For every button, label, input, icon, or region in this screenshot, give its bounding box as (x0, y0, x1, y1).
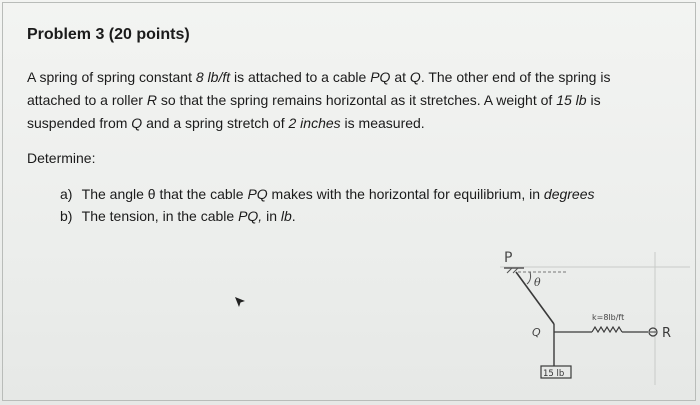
spring-constant: 8 lb/ft (195, 69, 231, 85)
statement-text: A spring of spring constant (27, 69, 196, 85)
question-list (60, 183, 595, 227)
label-r: R (662, 326, 672, 341)
question-item-a (60, 183, 595, 205)
determine-heading: Determine: (27, 150, 96, 166)
point-q: Q (131, 115, 143, 131)
theta-arc (527, 272, 531, 284)
weight-value: 15 lb (556, 92, 587, 108)
item-marker: a) (60, 186, 73, 202)
problem-statement (27, 66, 667, 135)
point-q: Q (409, 69, 421, 85)
question-item-b (60, 205, 595, 227)
item-emphasis: PQ, (238, 208, 263, 224)
item-marker: b) (60, 208, 73, 224)
item-emphasis: lb (280, 208, 292, 224)
roller-name: R (146, 92, 157, 108)
label-spring-constant: k=8lb/ft (592, 313, 625, 322)
stretch-value: 2 inches (288, 115, 341, 131)
statement-text: . The other end of the spring is attached to a roller (27, 69, 611, 108)
item-emphasis: PQ (247, 186, 268, 202)
item-text: makes with the horizontal for equilibrium, in (267, 186, 544, 202)
item-text: . (291, 208, 296, 224)
label-theta: θ (534, 276, 541, 289)
statement-text: so that the spring remains horizontal as it stretches. A weight of (156, 92, 557, 108)
statement-text: is suspended from (27, 92, 601, 131)
statement-text: is attached to a cable (230, 69, 371, 85)
item-emphasis: degrees (543, 186, 595, 202)
statement-text: and a spring stretch of (142, 115, 289, 131)
item-text: in (262, 208, 281, 224)
item-text: The tension, in the cable (81, 208, 239, 224)
label-weight: 15 lb (543, 369, 565, 379)
statement-text: is measured. (340, 115, 425, 131)
statement-text: at (390, 69, 410, 85)
label-p: P (504, 250, 513, 266)
item-text: The angle θ that the cable (81, 186, 248, 202)
label-q: Q (532, 326, 541, 339)
problem-title: Problem 3 (20 points) (27, 26, 190, 43)
spring-coil (592, 327, 622, 332)
mouse-cursor-icon (234, 296, 246, 308)
cable-name: PQ (370, 69, 391, 85)
hand-drawn-diagram (490, 240, 700, 390)
